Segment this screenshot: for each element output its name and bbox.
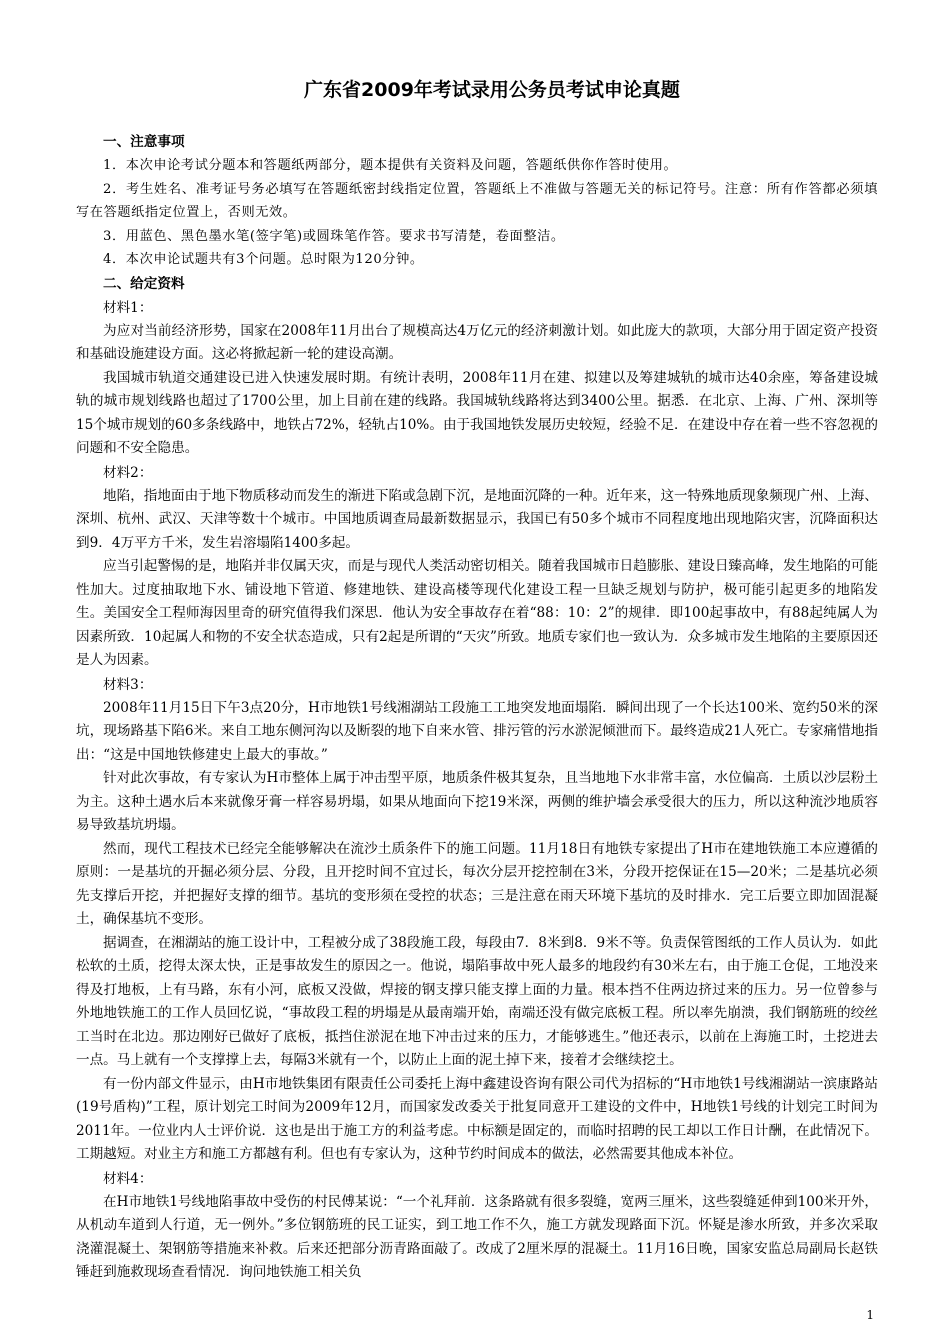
notice-item: 2．考生姓名、准考证号务必填写在答题纸密封线指定位置，答题纸上不准做与答题无关的标记符号。注意：所有作答都必须填写在答题纸指定位置上，否则无效。 (76, 181, 878, 220)
notice-heading: 一、注意事项 (103, 134, 185, 150)
document-title: 广东省2009年考试录用公务员考试申论真题 (304, 79, 680, 101)
material-paragraph: 为应对当前经济形势，国家在2008年11月出台了规模高达4万亿元的经济刺激计划。如此庞大的款项，大部分用于固定资产投资和基础设施建设方面。这必将掀起新一轮的建设高潮。 (76, 322, 878, 362)
notice-section (76, 130, 878, 272)
notice-item: 1．本次申论考试分题本和答题纸两部分，题本提供有关资料及问题，答题纸供你作答时使用。 (103, 158, 678, 173)
material-label: 材料3： (103, 676, 153, 693)
material-paragraph: 我国城市轨道交通建设已进入快速发展时期。有统计表明，2008年11月在建、拟建以及筹建城轨的城市达40余座，筹备建设城轨的城市规划线路也超过了1700公里，加上目前在建的线路。我国城轨线路将达到3400公里。据悉．在北京、上海、广州、深圳等15个城市规划的60多条线路中，地铁占72%，轻轨占10%。由于我国地铁发展历史较短，经验不足．在建设中存在着一些不容忽视的问题和不安全隐患。 (76, 369, 878, 456)
notice-item: 3．用蓝色、黑色墨水笔(签字笔)或圆珠笔作答。要求书写清楚，卷面整洁。 (103, 228, 565, 244)
material-3 (76, 673, 878, 1167)
material-paragraph: 2008年11月15日下午3点20分，H市地铁1号线湘湖站工段施工工地突发地面塌陷．瞬间出现了一个长达100米、宽约50米的深坑，现场路基下陷6米。来自工地东侧河沟以及断裂的地下自来水管、排污管的污水淤泥倾泄而下。最终造成21人死亡。专家痛惜地指出：“这是中国地铁修建史上最大的事故。” (76, 699, 878, 763)
material-label: 材料4： (103, 1170, 153, 1187)
material-paragraph: 有一份内部文件显示，由H市地铁集团有限责任公司委托上海中鑫建设咨询有限公司代为招标的“H市地铁1号线湘湖站一滨康路站(19号盾构)”工程，原计划完工时间为2009年12月，而国家发改委关于批复同意开工建设的文件中，H地铁1号线的计划完工时间为2011年。一位业内人士评价说．这也是出于施工方的利益考虑。中标额是固定的，而临时招聘的民工却以工作日计酬，在此情况下。工期越短。对业主方和施工方都越有利。但也有专家认为，这种节约时间成本的做法，必然需要其他成本补位。 (76, 1075, 878, 1162)
material-paragraph: 据调查，在湘湖站的施工设计中，工程被分成了38段施工段，每段由7．8米到8．9米不等。负责保管图纸的工作人员认为．如此松软的土质，挖得太深太快，正是事故发生的原因之一。他说，塌陷事故中死人最多的地段约有30米左右，由于施工仓促，工地没来得及打地板，上有马路，东有小河，底板又没做，焊接的钢支撑只能支撑上面的力量。根本挡不住两边挤过来的压力。另一位曾参与外地地铁施工的工作人员回忆说，“事故段工程的坍塌是从最南端开始，南端还没有做完底板工程。所以率先崩溃，我们钢筋班的绞丝工当时在北边。那边刚好已做好了底板，抵挡住淤泥在地下冲击过来的压力，才能够逃生。”他还表示，以前在上海施工时，土挖进去一点。马上就有一个支撑撑上去，每隔3米就有一个，以防止上面的泥土掉下来，接着才会继续挖土。 (76, 934, 878, 1068)
material-paragraph: 在H市地铁1号线地陷事故中受伤的村民傅某说：“一个礼拜前．这条路就有很多裂缝，宽两三厘米，这些裂缝延伸到100米开外，从机动车道到人行道，无一例外。”多位钢筋班的民工证实，到工地工作不久，施工方就发现路面下沉。怀疑是渗水所致，并多次采取浇灌混凝土、架钢筋等措施来补救。后来还把部分沥青路面敲了。改成了2厘米厚的混凝土。11月16日晚，国家安监总局副局长赵铁锤赶到施救现场查看情况．询问地铁施工相关负 (76, 1193, 878, 1280)
material-label: 材料1： (103, 299, 153, 316)
material-2 (76, 461, 878, 673)
material-label: 材料2： (103, 464, 153, 481)
material-paragraph: 应当引起警惕的是，地陷并非仅属天灾，而是与现代人类活动密切相关。随着我国城市日趋膨胀、建设日臻高峰，发生地陷的可能性加大。过度抽取地下水、铺设地下管道、修建地铁、建设高楼等现代化建设工程一旦缺乏规划与防护，极可能引起更多的地陷发生。美国安全工程师海因里奇的研究值得我们深思．他认为安全事故存在着“88：10：2”的规律．即100起事故中，有88起纯属人为因素所致．10起属人和物的不安全状态造成，只有2起是所谓的“天灾”所致。地质专家们也一致认为．众多城市发生地陷的主要原因还是人为因素。 (76, 558, 878, 668)
material-4 (76, 1167, 878, 1285)
material-1 (76, 296, 878, 461)
material-paragraph: 针对此次事故，有专家认为H市整体上属于冲击型平原，地质条件极其复杂，且当地地下水非常丰富，水位偏高．土质以沙层粉土为主。这种土遇水后本来就像牙膏一样容易坍塌，如果从地面向下挖19米深，两侧的维护墙会承受很大的压力，所以这种流沙地质容易导致基坑坍塌。 (76, 770, 878, 833)
page-number: 1 (866, 1308, 874, 1322)
document-body (76, 76, 878, 1285)
material-paragraph: 地陷，指地面由于地下物质移动而发生的渐进下陷或急剧下沉，是地面沉降的一种。近年来，这一特殊地质现象频现广州、上海、深圳、杭州、武汉、天津等数十个城市。中国地质调查局最新数据显示，我国已有50多个城市不同程度地出现地陷灾害，沉降面积达到9．4万平方千米，发生岩溶塌陷1400多起。 (76, 487, 878, 551)
notice-item: 4．本次申论试题共有3个问题。总时限为120分钟。 (103, 252, 424, 267)
material-paragraph: 然而，现代工程技术已经完全能够解决在流沙土质条件下的施工问题。11月18日有地铁专家提出了H市在建地铁施工本应遵循的原则：一是基坑的开掘必须分层、分段，且开挖时间不宜过长，每次分层开挖控制在3米，分段开挖保证在15—20米；二是基坑必须先支撑后开挖，并把握好支撑的细节。基坑的变形须在受控的状态；三是注意在雨天环境下基坑的及时排水．完工后要立即加固混凝土，确保基坑不变形。 (76, 840, 878, 927)
materials-heading: 二、给定资料 (103, 275, 185, 292)
materials-section (76, 272, 878, 1285)
